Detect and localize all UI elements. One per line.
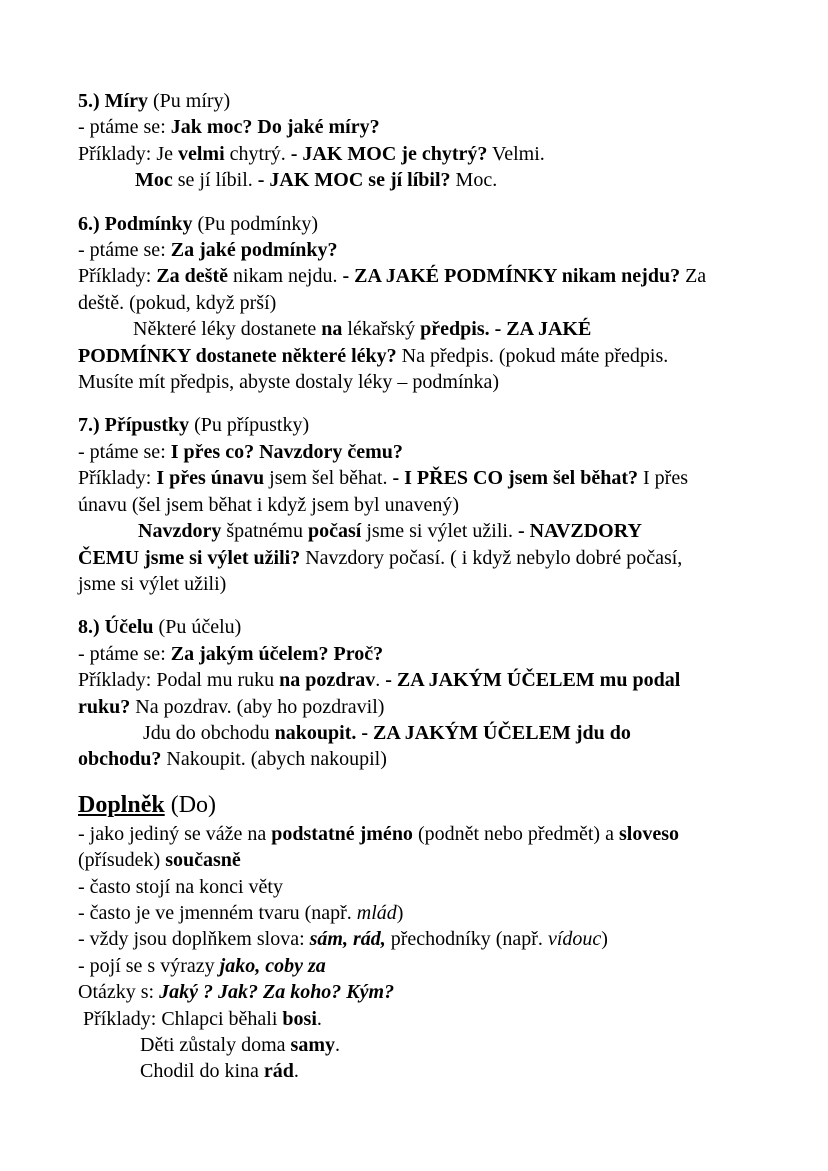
text-run: Příklady: Je	[78, 142, 178, 165]
text-run: jsem šel běhat.	[264, 467, 393, 490]
text-run: Příklady:	[78, 265, 157, 288]
text-run: (Do)	[164, 791, 217, 818]
text-run: ruku?	[78, 695, 131, 718]
text-run: (podnět nebo předmět) a	[412, 822, 619, 845]
text-run: Na pozdrav. (aby ho pozdravil)	[130, 695, 385, 718]
text-run: - jako jediný se váže na	[78, 822, 272, 845]
text-line	[78, 316, 768, 342]
text-run: )	[396, 901, 404, 924]
text-run: podstatné jméno	[271, 822, 413, 845]
text-run: Některé léky dostanete	[133, 318, 322, 341]
text-line	[78, 900, 768, 926]
text-run: nikam nejdu.	[228, 265, 343, 288]
text-run: - ptáme se:	[78, 642, 171, 665]
text-line	[78, 343, 768, 369]
text-run: Musíte mít předpis, abyste dostaly léky – podmínka)	[78, 371, 500, 394]
text-run: Doplněk	[78, 791, 165, 818]
text-run: (Pu přípustky)	[189, 414, 310, 437]
text-run: bosi	[282, 1007, 317, 1030]
text-run: - NAVZDORY	[517, 520, 642, 543]
text-line	[78, 465, 768, 491]
text-line	[78, 518, 768, 544]
text-run: 5.) Míry	[78, 90, 148, 112]
text-run: rád	[263, 1060, 294, 1083]
text-run: - často stojí na konci věty	[78, 875, 283, 898]
text-line	[78, 1032, 768, 1058]
text-run: samy	[290, 1034, 335, 1056]
text-run: Za deště	[156, 265, 229, 288]
text-run: přechodníky (např.	[385, 928, 548, 951]
text-run: (přísudek)	[78, 849, 166, 872]
text-run: mlád	[356, 901, 397, 924]
text-line	[78, 545, 768, 571]
text-run: - pojí se s výrazy	[78, 954, 220, 977]
text-run: - ZA JAKÉ PODMÍNKY nikam nejdu?	[342, 265, 681, 288]
text-run: současně	[165, 849, 241, 872]
text-run: - I PŘES CO jsem šel běhat?	[392, 467, 639, 490]
text-run: .	[375, 669, 386, 692]
text-run: únavu (šel jsem běhat i když jsem byl unavený)	[78, 493, 460, 516]
text-run: deště. (pokud, když prší)	[78, 291, 277, 314]
text-line	[78, 821, 768, 847]
text-run: Chodil do kina	[140, 1060, 264, 1083]
text-line	[78, 694, 768, 720]
text-run: .	[293, 1060, 299, 1083]
blank-line	[78, 395, 768, 412]
text-line	[78, 720, 768, 746]
text-run: sloveso	[618, 822, 679, 845]
text-run: (Pu podmínky)	[192, 212, 319, 235]
text-run: ČEMU jsme si výlet užili?	[78, 546, 301, 569]
text-run: Moc	[135, 169, 173, 192]
text-run: I přes únavu	[156, 467, 265, 490]
text-line	[78, 167, 768, 193]
text-run: Otázky s:	[78, 981, 160, 1004]
text-line	[78, 979, 768, 1005]
text-run: Za jakým účelem? Proč?	[170, 642, 384, 665]
text-run: na	[321, 318, 343, 341]
text-run: Jdu do obchodu	[143, 721, 275, 744]
text-run: předpis. - ZA JAKÉ	[420, 318, 592, 341]
text-line	[78, 141, 768, 167]
text-run: nakoupit. - ZA JAKÝM ÚČELEM jdu do	[274, 721, 631, 744]
text-run: jsme si výlet užili.	[361, 520, 518, 543]
text-run: - JAK MOC se jí líbil?	[257, 169, 451, 192]
text-run: I přes co? Navzdory čemu?	[170, 440, 403, 463]
document-body	[78, 88, 768, 1085]
text-run: velmi	[178, 142, 225, 165]
text-run: se jí líbil.	[172, 169, 258, 192]
text-run: 8.) Účelu	[78, 616, 154, 639]
text-line	[78, 237, 768, 263]
text-line	[78, 290, 768, 316]
blank-line	[78, 597, 768, 614]
text-run: (Pu účelu)	[153, 616, 242, 639]
text-run: (Pu míry)	[147, 90, 231, 112]
text-run: jsme si výlet užili)	[78, 572, 227, 595]
text-run: Navzdory počasí. ( i když nebylo dobré počasí,	[300, 546, 683, 569]
text-run: - ptáme se:	[78, 239, 171, 262]
text-run: vídouc	[547, 928, 602, 951]
text-line	[78, 88, 768, 114]
text-line	[78, 114, 768, 140]
text-run: Příklady: Podal mu ruku	[78, 669, 280, 692]
text-run: Za	[680, 265, 707, 288]
text-run: jako, coby za	[219, 954, 326, 977]
text-run: Jaký ? Jak? Za koho? Kým?	[159, 981, 395, 1004]
text-run: Za jaké podmínky?	[170, 239, 338, 262]
text-run: na pozdrav	[279, 669, 376, 692]
text-run: Nakoupit. (abych nakoupil)	[161, 748, 387, 771]
text-line	[78, 1058, 768, 1084]
text-line	[78, 667, 768, 693]
text-run: Na předpis. (pokud máte předpis.	[396, 344, 669, 367]
text-line	[78, 492, 768, 518]
blank-line	[78, 773, 768, 790]
text-run: - vždy jsou doplňkem slova:	[78, 928, 310, 951]
text-run: obchodu?	[78, 748, 162, 771]
text-run: - ptáme se:	[78, 116, 171, 139]
text-run: 7.) Přípustky	[78, 414, 190, 437]
text-line	[78, 369, 768, 395]
text-run: - ptáme se:	[78, 440, 171, 463]
text-run: počasí	[307, 520, 362, 543]
text-run: Navzdory	[138, 520, 222, 543]
text-line	[78, 641, 768, 667]
section-heading	[78, 790, 768, 821]
text-line	[78, 412, 768, 438]
text-run: Příklady: Chlapci běhali	[83, 1007, 283, 1030]
text-run: Moc.	[450, 169, 498, 192]
text-run: Děti zůstaly doma	[140, 1034, 291, 1056]
text-line	[78, 953, 768, 979]
text-run: špatnému	[221, 520, 308, 543]
text-run: - JAK MOC je chytrý?	[290, 142, 488, 165]
text-run: sám, rád,	[309, 928, 386, 951]
text-line	[78, 211, 768, 237]
text-line	[78, 874, 768, 900]
blank-line	[78, 194, 768, 211]
text-run: Příklady:	[78, 467, 157, 490]
text-run: I přes	[638, 467, 688, 490]
text-line	[78, 263, 768, 289]
text-line	[78, 614, 768, 640]
text-run: 6.) Podmínky	[78, 212, 193, 235]
text-line	[78, 439, 768, 465]
text-run: lékařský	[342, 318, 421, 341]
text-line	[78, 847, 768, 873]
text-line	[78, 746, 768, 772]
text-run: Jak moc? Do jaké míry?	[170, 116, 380, 139]
text-run: .	[316, 1007, 322, 1030]
text-line	[78, 926, 768, 952]
text-line	[78, 571, 768, 597]
text-run: )	[601, 928, 608, 951]
text-run: .	[334, 1034, 340, 1056]
text-run: Velmi.	[487, 142, 545, 165]
text-run: - ZA JAKÝM ÚČELEM mu podal	[385, 669, 681, 692]
text-line	[78, 1006, 768, 1032]
text-run: - často je ve jmenném tvaru (např.	[78, 901, 357, 924]
text-run: chytrý.	[224, 142, 291, 165]
text-run: PODMÍNKY dostanete některé léky?	[78, 344, 397, 367]
